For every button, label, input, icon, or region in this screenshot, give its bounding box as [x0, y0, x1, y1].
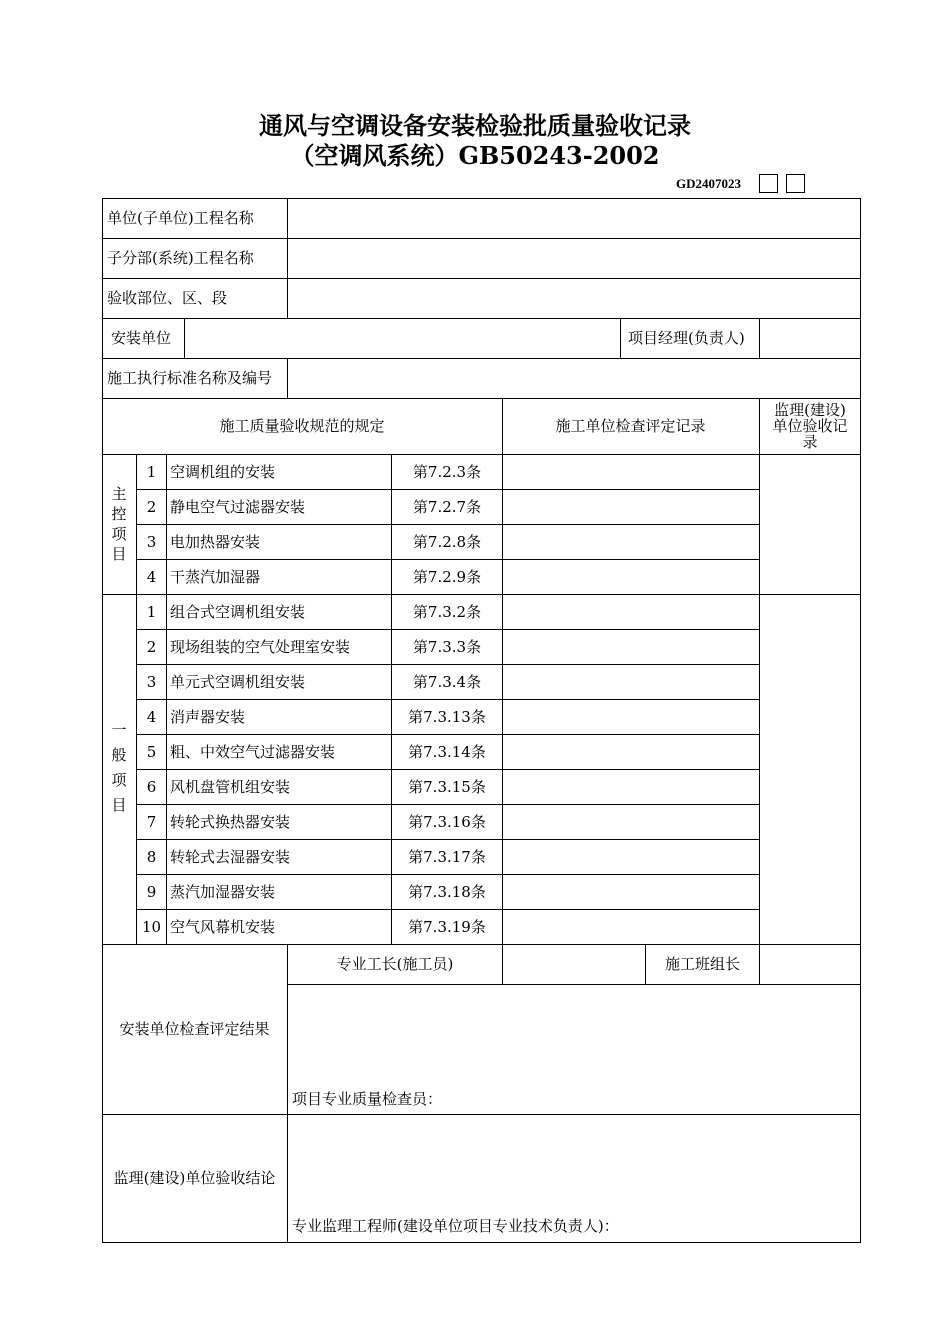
quality-inspector-label: 项目专业质量检查员： — [292, 1090, 443, 1108]
item-no: 2 — [146, 638, 157, 656]
supervising-engineer-label: 专业监理工程师(建设单位项目专业技术负责人)： — [292, 1217, 619, 1235]
item-no: 4 — [146, 708, 157, 726]
item-clause: 第7.2.7条 — [412, 498, 482, 516]
unit-project-field[interactable] — [288, 199, 860, 238]
item-name: 风机盘管机组安装 — [170, 778, 291, 796]
item-clause: 第7.2.3条 — [412, 463, 482, 481]
foreman-field[interactable] — [503, 945, 645, 984]
sub-project-field[interactable] — [288, 239, 860, 278]
inspection-part-label: 验收部位、区、段 — [107, 289, 228, 307]
item-name: 粗、中效空气过滤器安装 — [170, 743, 336, 761]
item-clause: 第7.3.4条 — [412, 673, 482, 691]
item-no: 6 — [146, 778, 157, 796]
item-no: 3 — [146, 533, 157, 551]
item-name: 电加热器安装 — [170, 533, 261, 551]
code-box-2[interactable] — [786, 174, 805, 193]
item-name: 干蒸汽加湿器 — [170, 568, 261, 586]
project-manager-field[interactable] — [760, 319, 860, 358]
install-unit-label: 安装单位 — [111, 329, 172, 347]
sub-project-label: 子分部(系统)工程名称 — [107, 249, 254, 267]
item-clause: 第7.2.8条 — [412, 533, 482, 551]
item-name: 现场组装的空气处理室安装 — [170, 638, 351, 656]
general-label: 一 般 项 目 — [111, 721, 127, 814]
form-code: GD2407023 — [676, 176, 741, 191]
item-no: 7 — [146, 813, 157, 831]
install-result-label: 安装单位检查评定结果 — [119, 1020, 270, 1038]
item-clause: 第7.2.9条 — [412, 568, 482, 586]
item-no: 3 — [146, 673, 157, 691]
supervision-column-header — [760, 402, 860, 450]
foreman-label: 专业工长(施工员) — [336, 955, 454, 973]
item-name: 空气风幕机安装 — [170, 918, 276, 936]
supervision-header-line1: 监理(建设) — [774, 401, 846, 419]
item-clause: 第7.3.19条 — [408, 918, 486, 936]
item-name: 组合式空调机组安装 — [170, 603, 306, 621]
item-clause: 第7.3.13条 — [408, 708, 486, 726]
item-name: 转轮式换热器安装 — [170, 813, 291, 831]
item-no: 8 — [146, 848, 157, 866]
item-no: 4 — [146, 568, 157, 586]
item-clause: 第7.3.3条 — [412, 638, 482, 656]
item-no: 2 — [146, 498, 157, 516]
install-unit-field[interactable] — [185, 319, 620, 358]
supervision-conclusion-label: 监理(建设)单位验收结论 — [113, 1169, 276, 1187]
project-manager-label: 项目经理(负责人) — [628, 329, 745, 347]
standard-field[interactable] — [288, 359, 860, 398]
item-name: 转轮式去湿器安装 — [170, 848, 291, 866]
page-subtitle: （空调风系统）GB50243-2002 — [290, 141, 660, 170]
item-no: 5 — [146, 743, 157, 761]
item-name: 蒸汽加湿器安装 — [170, 883, 276, 901]
team-leader-label: 施工班组长 — [664, 955, 740, 973]
unit-project-label: 单位(子单位)工程名称 — [107, 209, 254, 227]
item-clause: 第7.3.17条 — [408, 848, 486, 866]
item-name: 空调机组的安装 — [170, 463, 276, 481]
standard-label: 施工执行标准名称及编号 — [107, 369, 273, 387]
page-title: 通风与空调设备安装检验批质量验收记录 — [259, 111, 691, 140]
item-no: 1 — [146, 603, 157, 621]
spec-column-header: 施工质量验收规范的规定 — [219, 417, 385, 435]
inspection-part-field[interactable] — [288, 279, 860, 318]
item-clause: 第7.3.18条 — [408, 883, 486, 901]
item-clause: 第7.3.15条 — [408, 778, 486, 796]
item-no: 9 — [146, 883, 157, 901]
item-clause: 第7.3.2条 — [412, 603, 482, 621]
item-name: 消声器安装 — [170, 708, 246, 726]
main-control-label: 主 控 项 目 — [111, 485, 127, 563]
code-box-1[interactable] — [759, 174, 778, 193]
item-no: 1 — [146, 463, 157, 481]
supervision-header-line2: 单位验收记 — [772, 417, 848, 435]
item-clause: 第7.3.16条 — [408, 813, 486, 831]
item-name: 静电空气过滤器安装 — [170, 498, 306, 516]
team-leader-field[interactable] — [760, 945, 860, 984]
item-no: 10 — [141, 918, 162, 936]
supervision-header-line3: 录 — [802, 433, 818, 451]
item-name: 单元式空调机组安装 — [170, 673, 306, 691]
item-clause: 第7.3.14条 — [408, 743, 486, 761]
check-record-column-header: 施工单位检查评定记录 — [555, 417, 706, 435]
